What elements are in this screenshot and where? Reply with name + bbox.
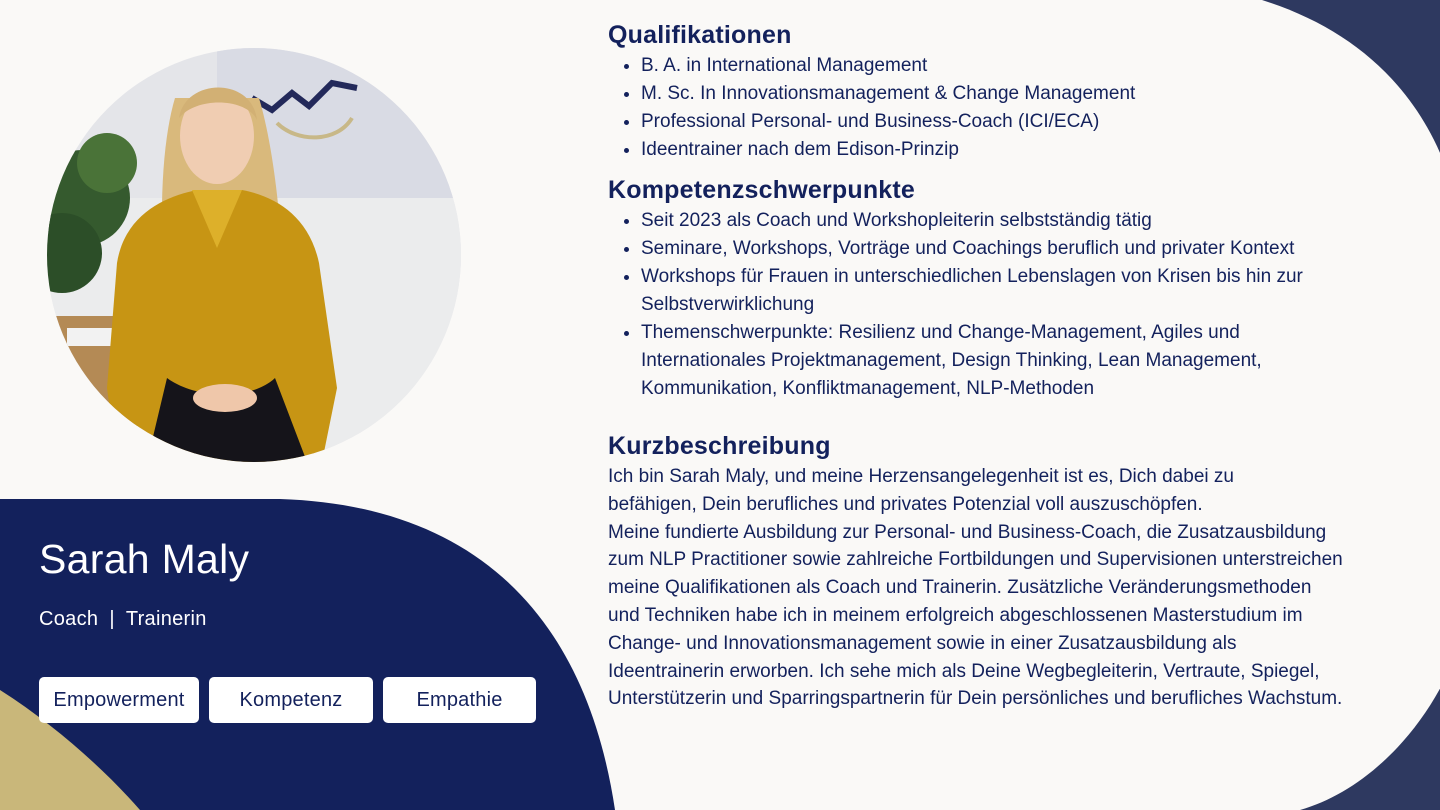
list-item: • Professional Personal- und Business-Coach (ICI/ECA) — [641, 108, 1408, 136]
list-item: • Seminare, Workshops, Vorträge und Coachings beruflich und privater Kontext — [641, 235, 1408, 263]
profile-name: Sarah Maly — [39, 536, 250, 582]
list-item: • Themenschwerpunkte: Resilienz und Change-Management, Agiles und Internationales Projektmanagement, Design Thinking, Lean Management, Kommunikation, Konfliktmanagement, NLP-Methoden — [641, 319, 1408, 403]
qualifications-section — [608, 18, 1408, 164]
tag-kompetenz: Kompetenz — [209, 677, 373, 723]
focus-title: Kompetenzschwerpunkte — [608, 176, 916, 204]
summary-paragraph-1: Ich bin Sarah Maly, und meine Herzensangelegenheit ist es, Dich dabei zu befähigen, Dein berufliches und privates Potenzial voll auszuschöpfen. — [608, 466, 1234, 515]
profile-role — [39, 608, 207, 631]
list-item: • B. A. in International Management — [641, 52, 1408, 80]
role-coach: Coach — [39, 608, 99, 630]
summary-paragraph-2: Meine fundierte Ausbildung zur Personal- und Business-Coach, die Zusatzausbildung zum NLP Practitioner sowie zahlreiche Fortbildungen und Supervisionen unterstreichen meine Qualifikationen als Coach und Trainerin. Zusätzliche Veränderungsmethoden und Techniken habe ich in meinem erfolgreich abgeschlossenen Masterstudium im Change- und Innovationsmanagement sowie in einer Zusatzausbildung als Ideentrainerin erworben. Ich sehe mich als Deine Wegbegleiterin, Vertraute, Spiegel, Unterstützerin und Sparringspartnerin für Dein persönliches und berufliches Wachstum. — [608, 521, 1343, 710]
role-separator: | — [109, 608, 115, 630]
profile-photo — [47, 48, 461, 462]
list-item: • Workshops für Frauen in unterschiedlichen Lebenslagen von Krisen bis hin zur Selbstverwirklichung — [641, 263, 1408, 319]
list-item: • Seit 2023 als Coach und Workshopleiterin selbstständig tätig — [641, 207, 1408, 235]
summary-section — [608, 429, 1408, 713]
tag-empathie: Empathie — [383, 677, 536, 723]
content-column — [608, 18, 1408, 713]
list-item: • Ideentrainer nach dem Edison-Prinzip — [641, 136, 1408, 164]
focus-section — [608, 173, 1408, 403]
summary-title: Kurzbeschreibung — [608, 432, 831, 460]
list-item: • M. Sc. In Innovationsmanagement & Change Management — [641, 80, 1408, 108]
focus-list — [608, 207, 1408, 403]
qualifications-list — [608, 52, 1408, 164]
role-trainer: Trainerin — [125, 608, 207, 630]
tag-empowerment: Empowerment — [39, 677, 199, 723]
qualifications-title: Qualifikationen — [608, 21, 792, 49]
